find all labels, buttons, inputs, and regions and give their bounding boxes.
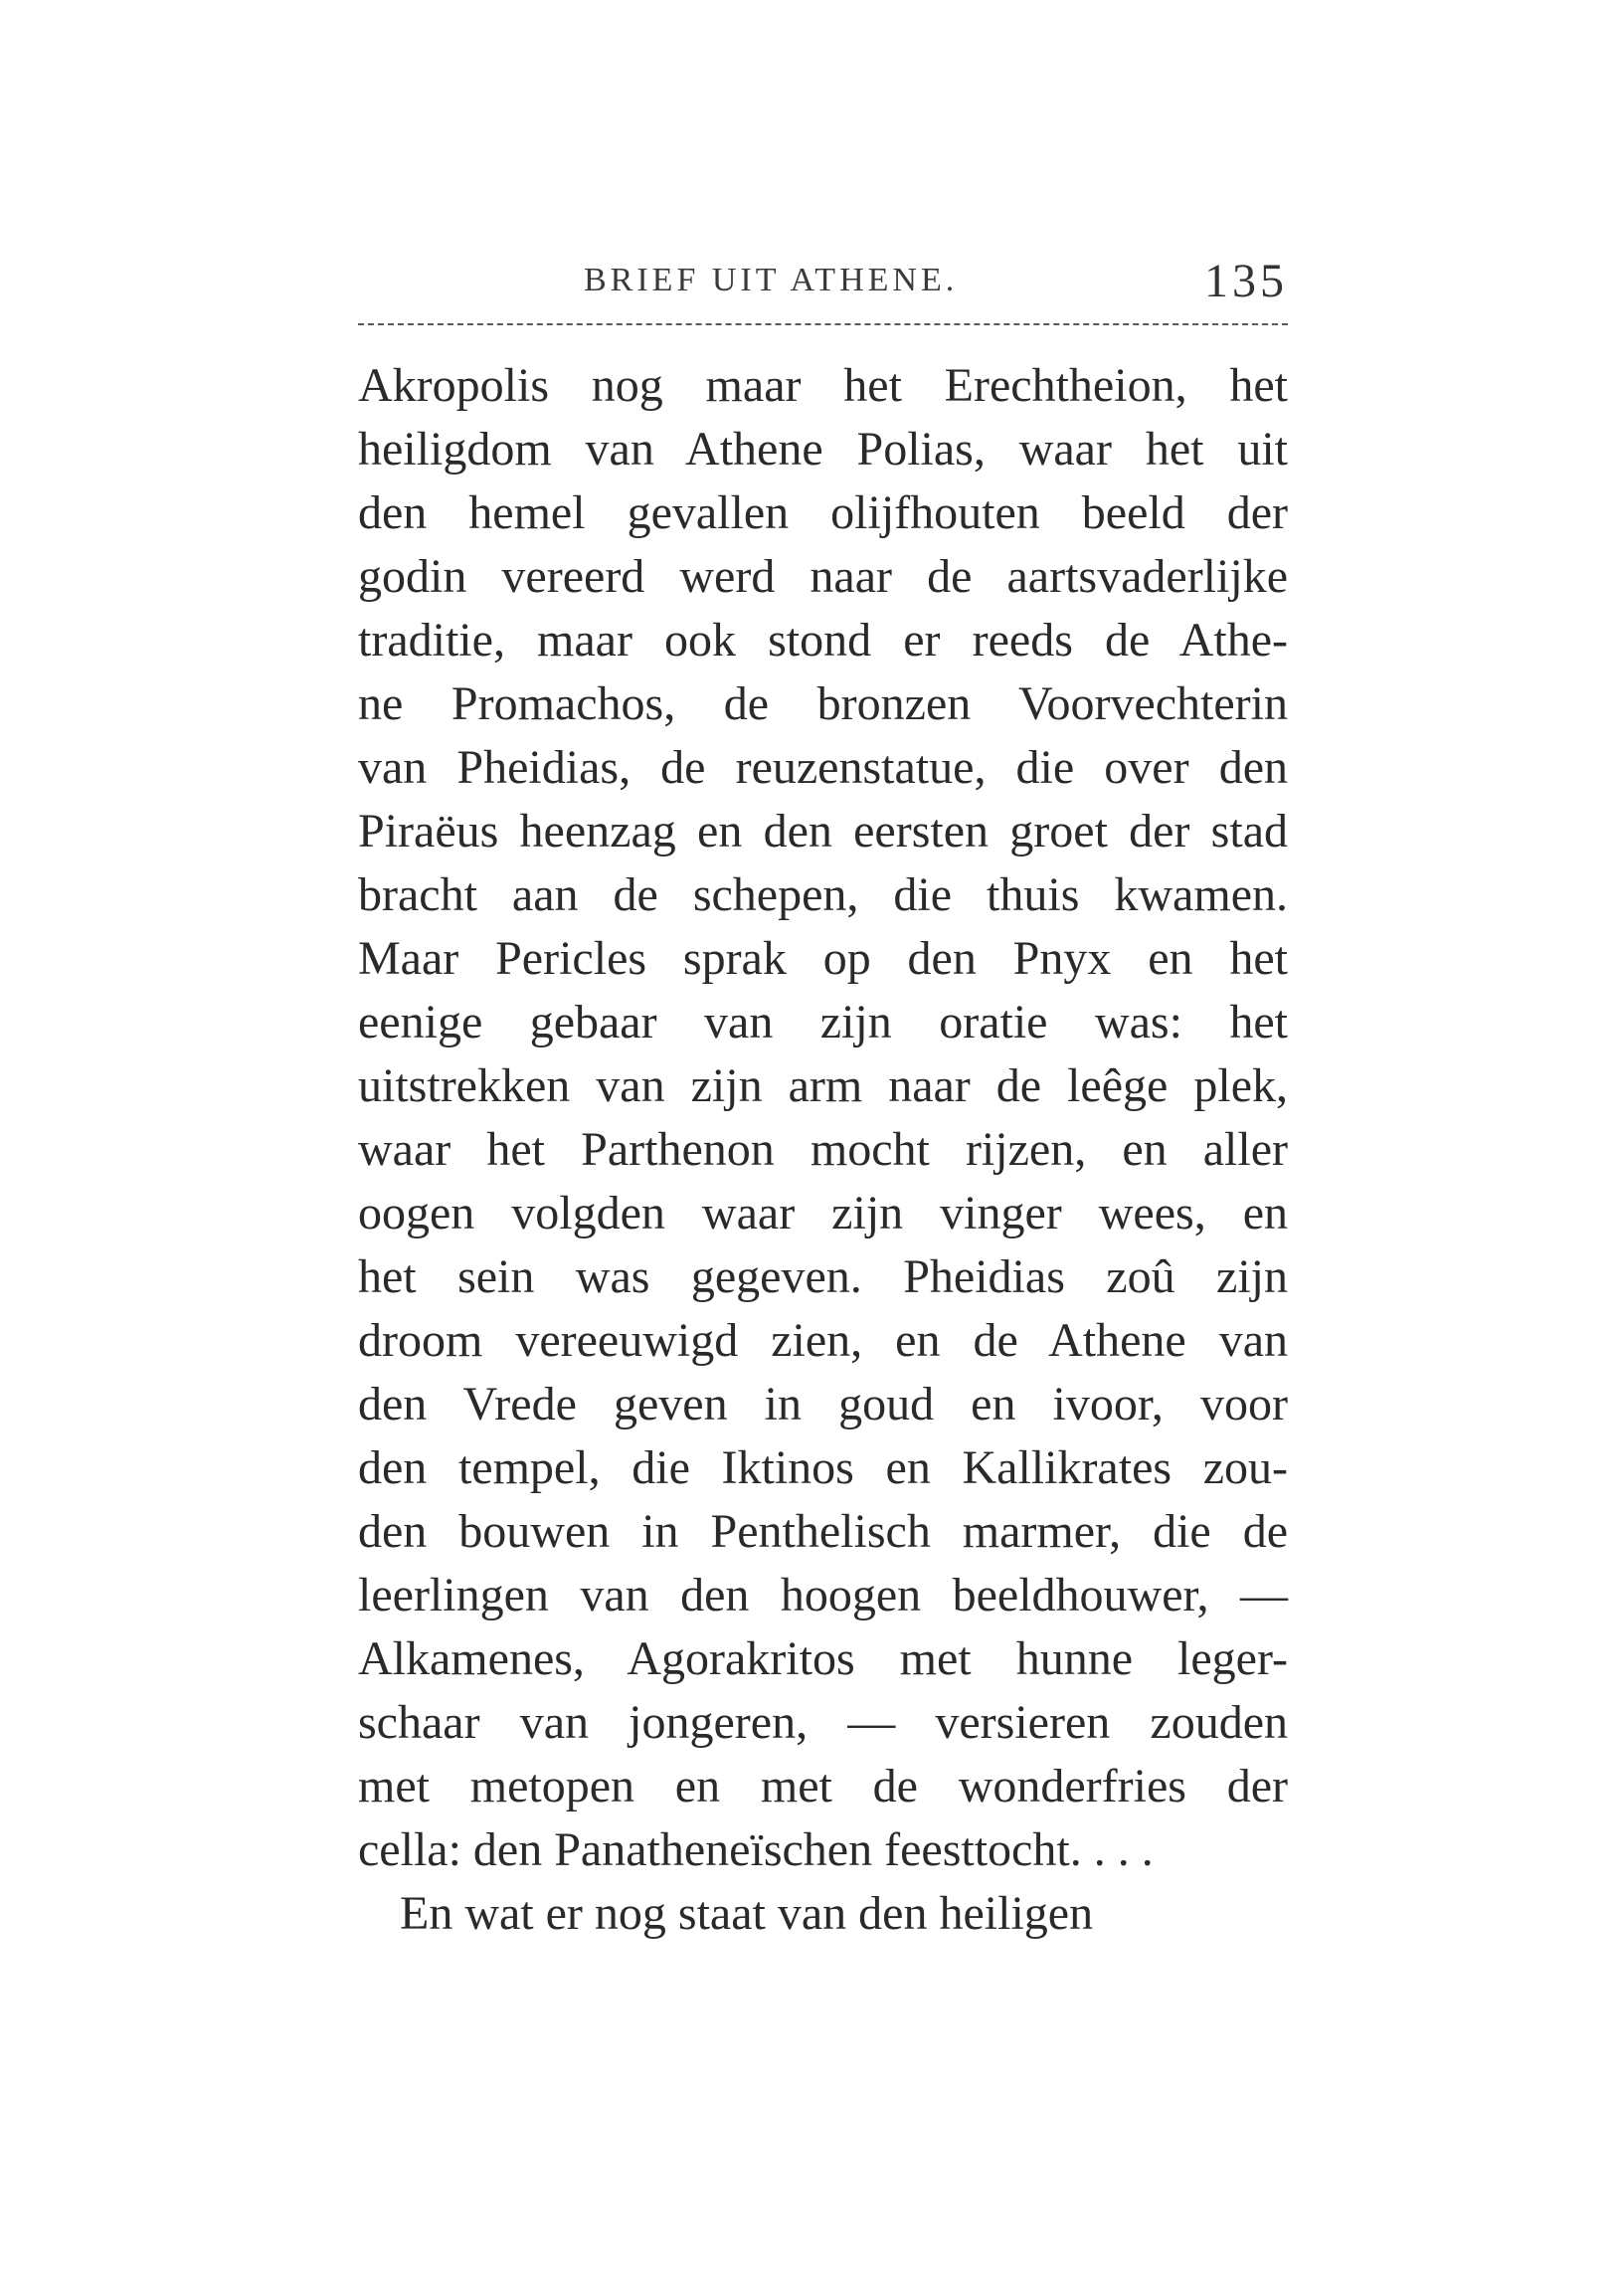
text-line: leerlingen van den hoogen beeldhouwer, — [358,1569,1288,1621]
body-text [358,354,1288,1946]
running-title: BRIEF UIT ATHENE. [584,262,959,298]
text-line: ne Promachos, de bronzen Voorvechterin [358,677,1288,730]
text-line: bracht aan de schepen, die thuis kwamen. [358,868,1288,921]
header-rule [358,323,1288,325]
text-line: Maar Pericles sprak op den Pnyx en het [358,932,1288,985]
text-line: En wat er nog staat van den heiligen [400,1887,1094,1940]
text-line: den tempel, die Iktinos en Kallikrates zou- [358,1441,1288,1494]
text-line: Piraëus heenzag en den eersten groet der stad [358,805,1288,857]
text-line: den bouwen in Penthelisch marmer, die de [358,1505,1288,1558]
text-line: met metopen en met de wonderfries der [358,1760,1288,1812]
text-line: traditie, maar ook stond er reeds de Athe- [358,614,1288,666]
page-number: 135 [1204,255,1288,307]
text-line: oogen volgden waar zijn vinger wees, en [358,1187,1288,1239]
running-head [358,254,1288,313]
text-line: cella: den Panatheneïschen feesttocht. . . . [358,1823,1154,1876]
text-line: Alkamenes, Agorakritos met hunne leger- [358,1632,1288,1685]
text-line: Akropolis nog maar het Erechtheion, het [358,359,1288,412]
text-line: droom vereeuwigd zien, en de Athene van [358,1314,1288,1367]
text-line: schaar van jongeren, — versieren zouden [358,1696,1288,1749]
text-line: het sein was gegeven. Pheidias zoû zijn [358,1250,1288,1303]
text-line: godin vereerd werd naar de aartsvaderlijke [358,550,1288,603]
text-line: eenige gebaar van zijn oratie was: het [358,996,1288,1048]
text-line: waar het Parthenon mocht rijzen, en aller [358,1123,1288,1176]
text-line: uitstrekken van zijn arm naar de leêge plek, [358,1059,1288,1112]
text-line: heiligdom van Athene Polias, waar het uit [358,423,1288,476]
text-line: van Pheidias, de reuzenstatue, die over den [358,741,1288,794]
text-line: den Vrede geven in goud en ivoor, voor [358,1378,1288,1430]
text-line: den hemel gevallen olijfhouten beeld der [358,486,1288,539]
